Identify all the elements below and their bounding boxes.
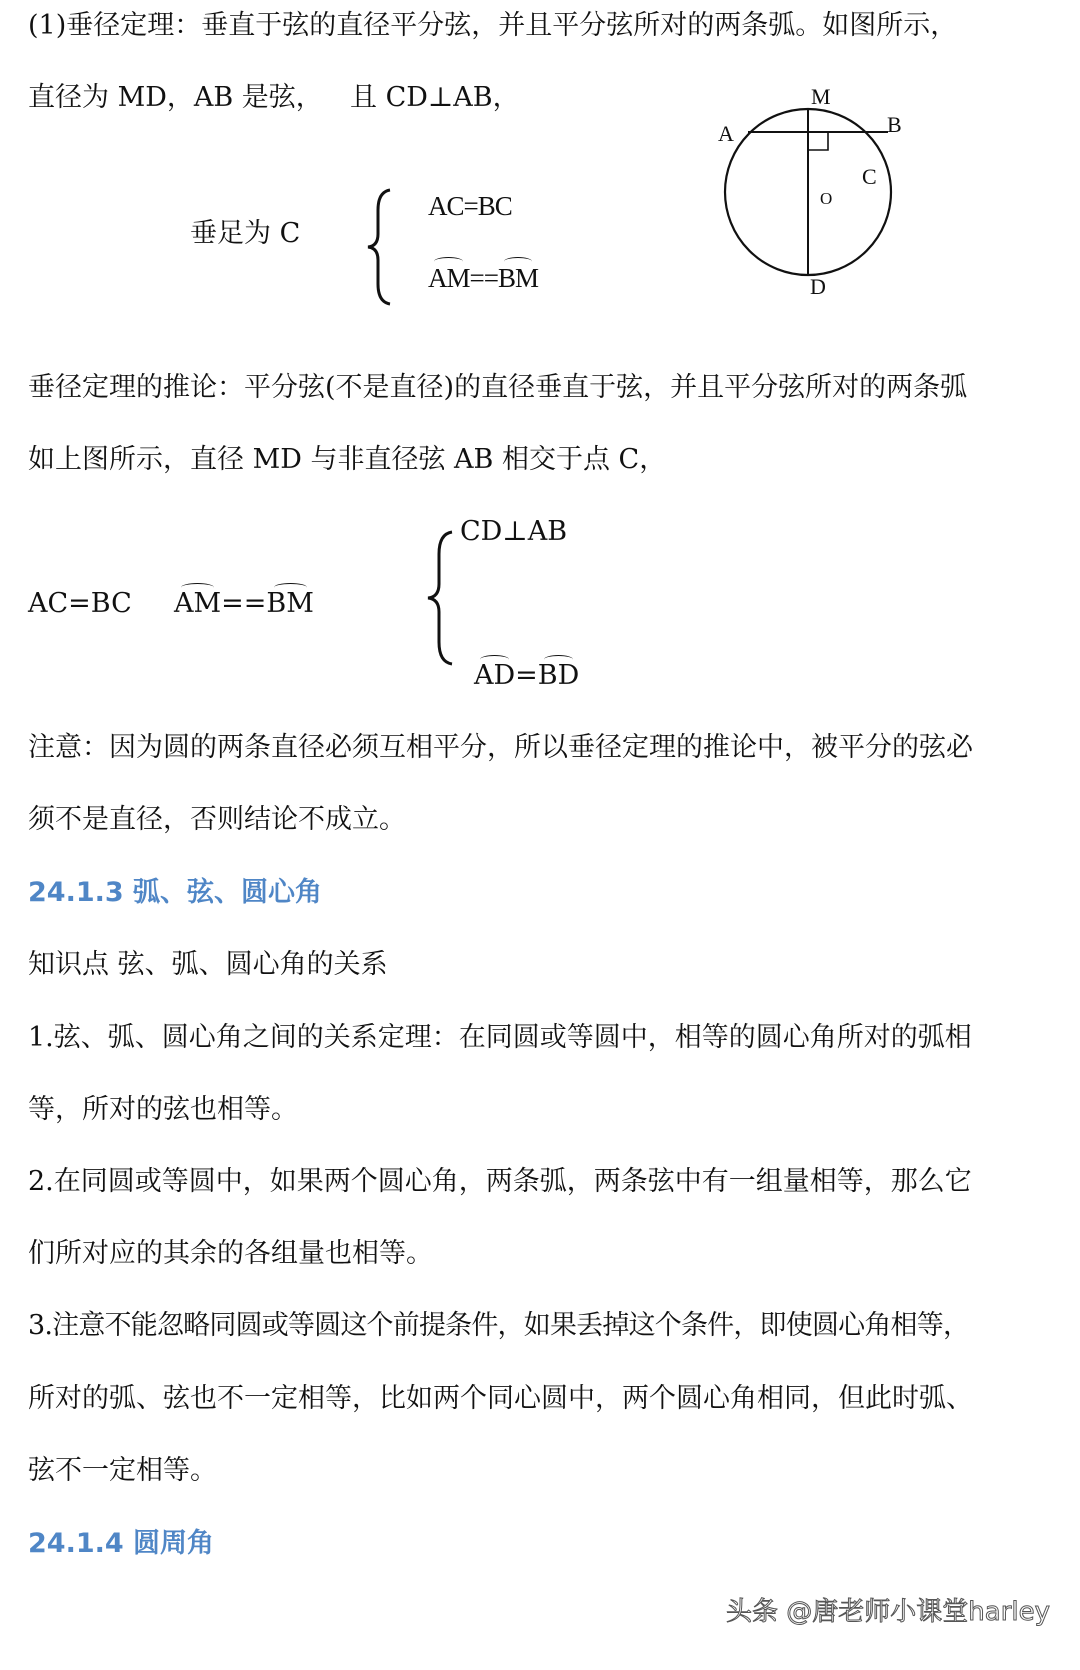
label-b: B [887,112,902,137]
label-o: O [820,189,833,208]
para-2-line-2: 们所对应的其余的各组量也相等。 [28,1238,433,1269]
theorem-line-2b: 且 CD⊥AB， [350,82,520,113]
equal: = [515,660,538,691]
double-equal: == [221,588,267,619]
watermark: 头条 @唐老师小课堂harley [726,1597,1050,1627]
corollary-eq-arc-ad-bd [474,658,579,694]
note-line-1: 注意：因为圆的两条直径必须互相平分，所以垂径定理的推论中，被平分的弦必 [28,732,973,763]
corollary-line-1: 垂径定理的推论：平分弦(不是直径)的直径垂直于弦，并且平分弦所对的两条弧 [28,372,968,403]
note-line-2: 须不是直径，否则结论不成立。 [28,804,406,835]
para-1-line-2: 等，所对的弦也相等。 [28,1094,298,1125]
para-2-line-1: 2.在同圆或等圆中，如果两个圆心角，两条弧，两条弦中有一组量相等，那么它 [28,1166,972,1197]
brace-eq-arc-am-bm [428,260,538,296]
foot-label: 垂足为 C [190,218,301,249]
corollary-line-2: 如上图所示，直径 MD 与非直径弦 AB 相交于点 C， [28,444,667,475]
arc-am: AM [428,260,470,296]
corollary-eq-ac-bc: AC=BC [28,588,132,619]
para-1-line-1: 1.弦、弧、圆心角之间的关系定理：在同圆或等圆中，相等的圆心角所对的弧相 [28,1022,972,1053]
corollary-brace [422,528,462,668]
brace-eq-ac-bc: AC=BC [428,191,512,221]
theorem-brace [362,186,402,308]
arc-am: AM [174,586,221,622]
label-a: A [718,121,734,146]
double-equal: == [469,263,498,293]
arc-bm: BM [498,260,538,296]
knowledge-point: 知识点 弦、弧、圆心角的关系 [28,949,388,980]
label-m: M [811,84,831,109]
arc-bm: BM [266,586,314,622]
corollary-eq-arc-am-bm [174,586,314,622]
para-3-line-1: 3.注意不能忽略同圆或等圆这个前提条件，如果丢掉这个条件，即使圆心角相等， [28,1310,970,1341]
right-angle-mark [808,132,828,150]
section-heading-24-1-3: 24.1.3 弧、弦、圆心角 [28,877,323,908]
theorem-line-1: (1)垂径定理：垂直于弦的直径平分弦，并且平分弦所对的两条弧。如图所示， [28,10,958,41]
section-heading-24-1-4: 24.1.4 圆周角 [28,1528,215,1559]
para-3-line-2: 所对的弧、弦也不一定相等，比如两个同心圆中，两个圆心角相同，但此时弧、 [28,1383,973,1414]
label-c: C [862,164,877,189]
corollary-eq-cd-perp-ab: CD⊥AB [460,516,568,547]
circle-figure [700,80,930,310]
theorem-line-2a: 直径为 MD，AB 是弦， [28,82,323,113]
arc-ad: AD [474,658,515,694]
arc-bd: BD [538,658,580,694]
label-d: D [810,274,826,299]
para-3-line-3: 弦不一定相等。 [28,1455,217,1486]
